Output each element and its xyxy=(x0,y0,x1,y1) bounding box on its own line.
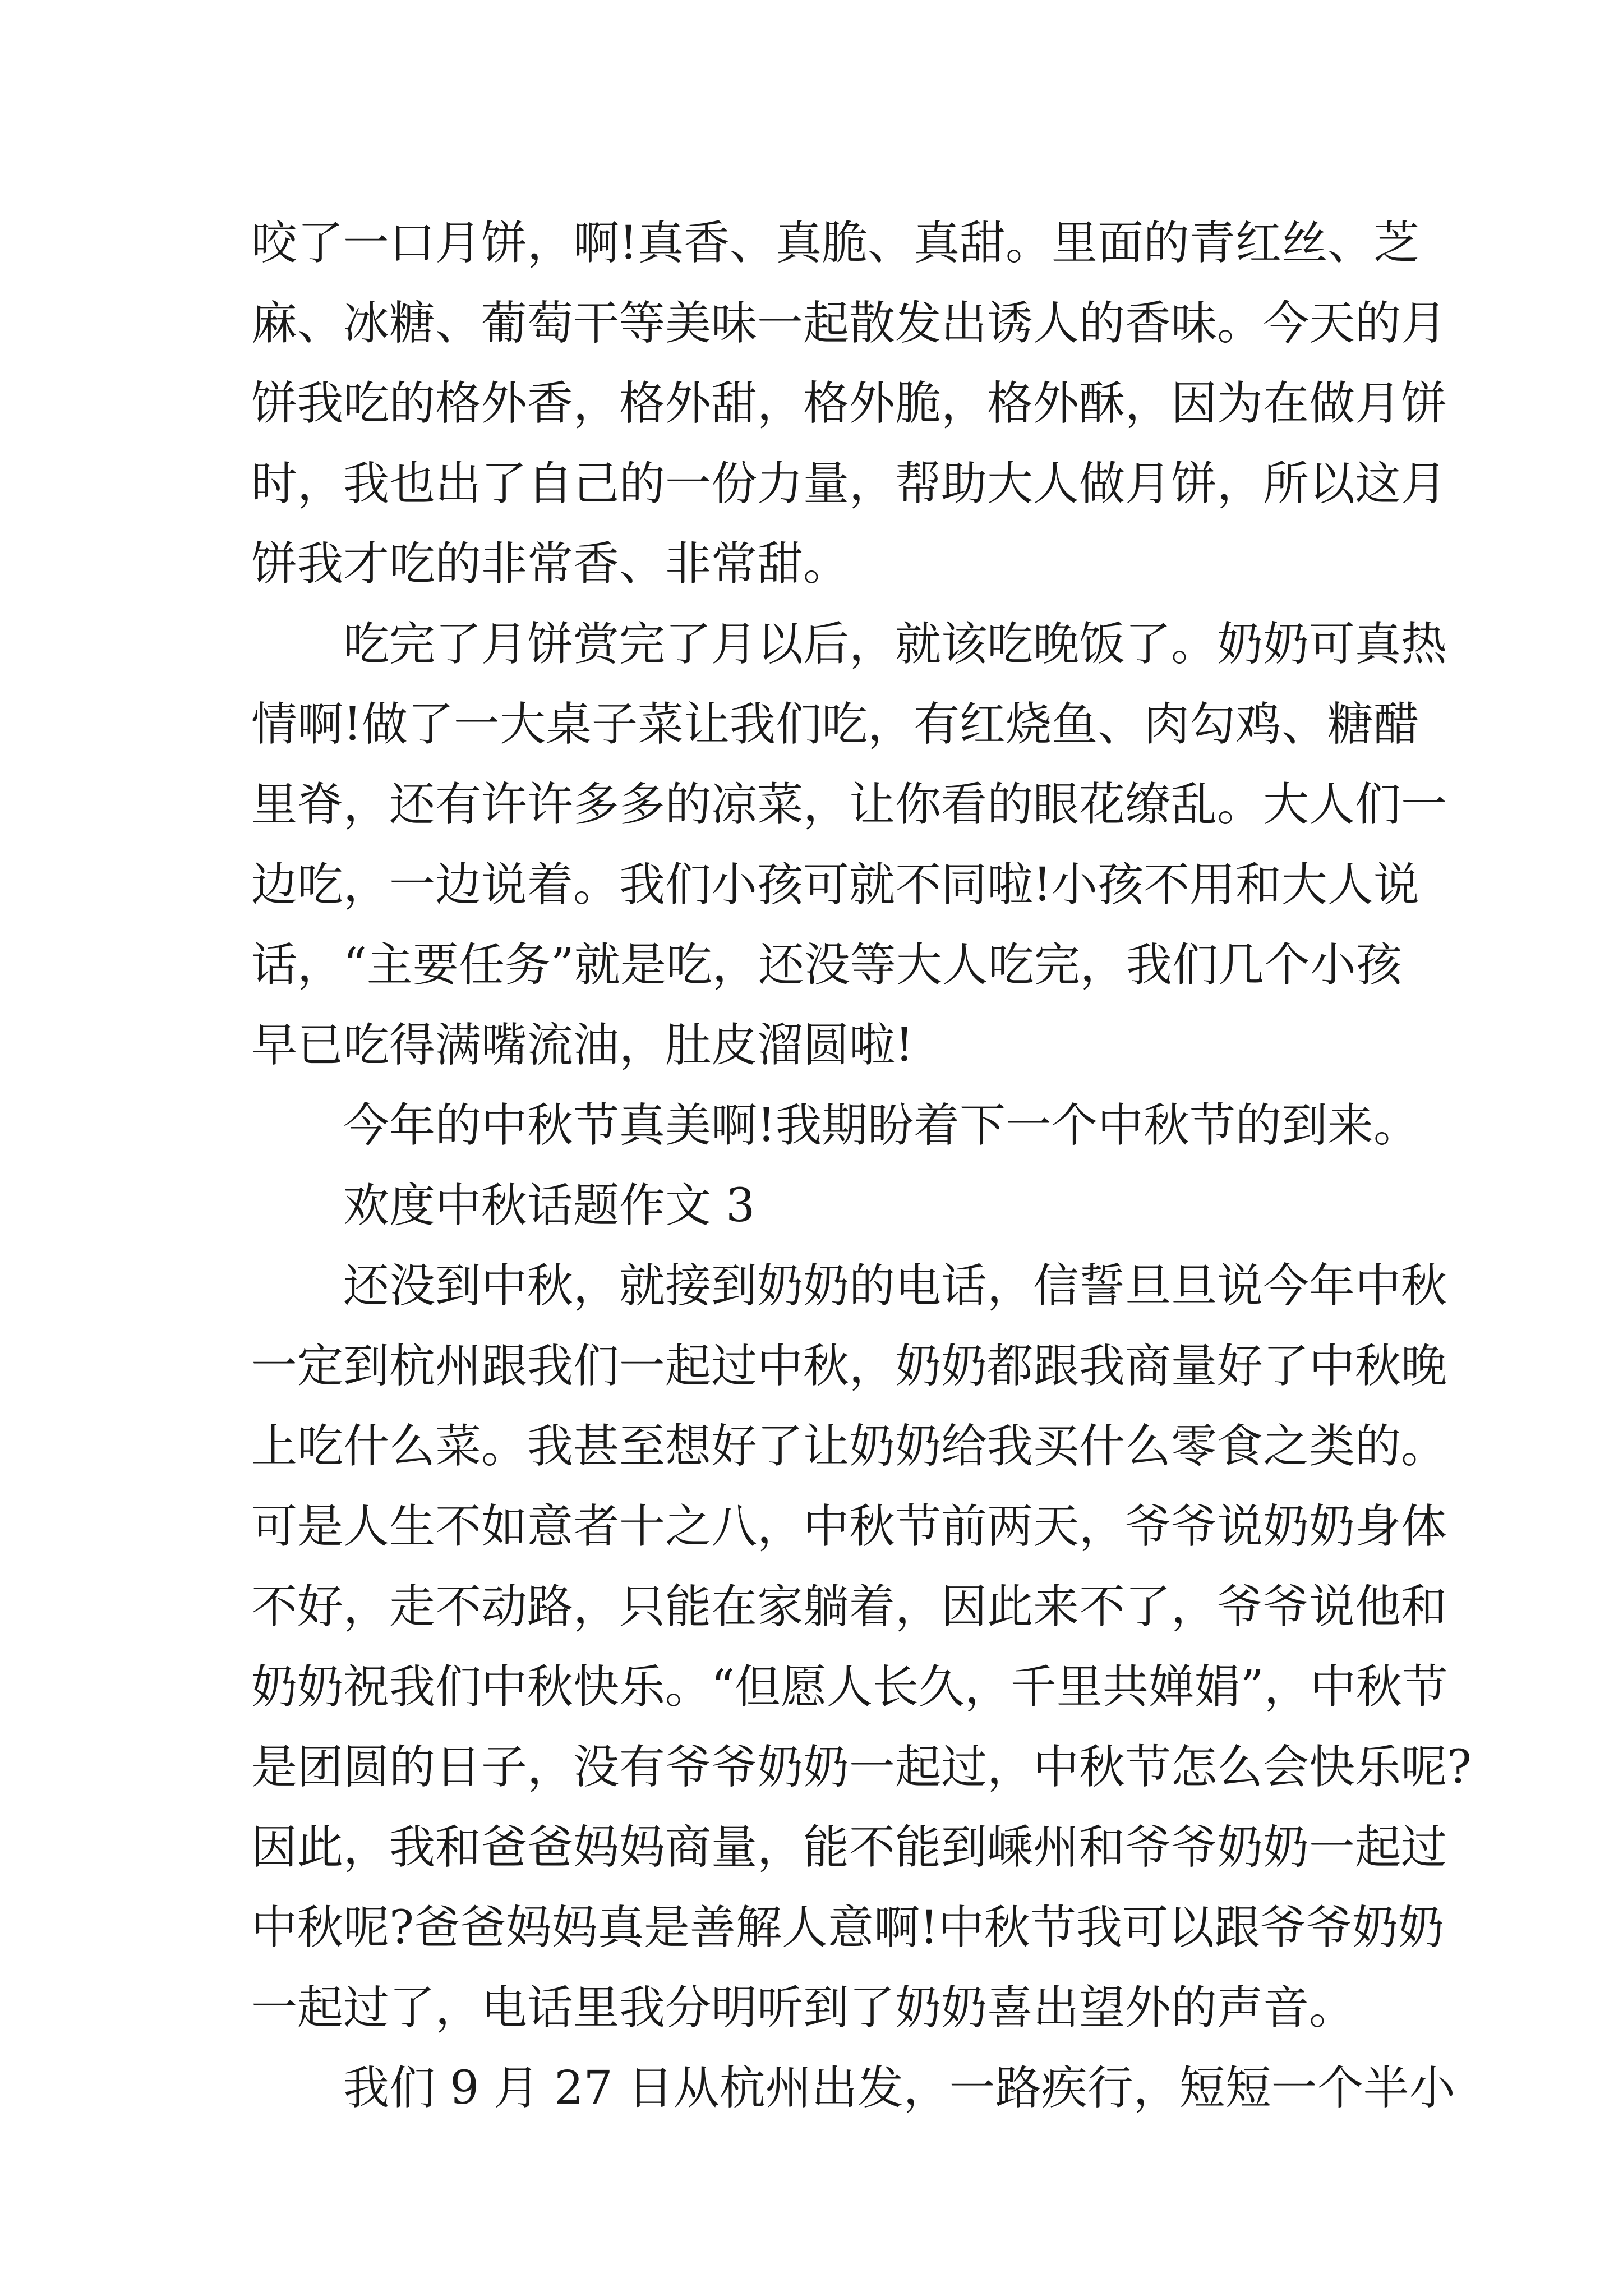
paragraph-start-line: 我们 9 月 27 日从杭州出发，一路疾行，短短一个半小 xyxy=(343,2062,1455,2115)
text-line: 饼我才吃的非常香、非常甜。 xyxy=(251,537,850,591)
text-line: 一定到杭州跟我们一起过中秋，奶奶都跟我商量好了中秋晚 xyxy=(251,1340,1447,1393)
paragraph-start-line: 吃完了月饼赏完了月以后，就该吃晚饭了。奶奶可真热 xyxy=(343,618,1447,671)
text-line: 咬了一口月饼，啊!真香、真脆、真甜。里面的青红丝、芝 xyxy=(251,217,1419,270)
paragraph-start-line: 还没到中秋，就接到奶奶的电话，信誓旦旦说今年中秋 xyxy=(343,1259,1447,1313)
text-line: 不好，走不动路，只能在家躺着，因此来不了，爷爷说他和 xyxy=(251,1580,1447,1634)
text-line: 情啊!做了一大桌子菜让我们吃，有红烧鱼、肉勾鸡、糖醋 xyxy=(251,698,1419,751)
text-line: 饼我吃的格外香，格外甜，格外脆，格外酥，因为在做月饼 xyxy=(251,377,1447,430)
text-line: 因此，我和爸爸妈妈商量，能不能到嵊州和爷爷奶奶一起过 xyxy=(251,1821,1447,1874)
text-line: 麻、冰糖、葡萄干等美味一起散发出诱人的香味。今天的月 xyxy=(251,297,1447,350)
text-line: 边吃，一边说着。我们小孩可就不同啦!小孩不用和大人说 xyxy=(251,858,1419,912)
text-line: 一起过了，电话里我分明听到了奶奶喜出望外的声音。 xyxy=(251,1981,1355,2035)
text-line: 时，我也出了自己的一份力量，帮助大人做月饼，所以这月 xyxy=(251,457,1447,510)
text-line: 里脊，还有许许多多的凉菜，让你看的眼花缭乱。大人们一 xyxy=(251,778,1447,831)
section-heading: 欢度中秋话题作文 3 xyxy=(343,1179,755,1232)
text-line: 中秋呢?爸爸妈妈真是善解人意啊!中秋节我可以跟爷爷奶奶 xyxy=(251,1901,1444,1954)
essay-body xyxy=(251,203,1472,2128)
text-line: 上吃什么菜。我甚至想好了让奶奶给我买什么零食之类的。 xyxy=(251,1420,1447,1473)
paragraph-start-line: 今年的中秋节真美啊!我期盼着下一个中秋节的到来。 xyxy=(343,1099,1419,1152)
text-line: 可是人生不如意者十之八，中秋节前两天，爷爷说奶奶身体 xyxy=(251,1500,1447,1553)
text-line: 早已吃得满嘴流油，肚皮溜圆啦! xyxy=(251,1019,914,1072)
text-line: 奶奶祝我们中秋快乐。“但愿人长久，千里共婵娟”，中秋节 xyxy=(251,1660,1448,1714)
text-line: 话，“主要任务”就是吃，还没等大人吃完，我们几个小孩 xyxy=(251,938,1402,992)
text-line: 是团圆的日子，没有爷爷奶奶一起过，中秋节怎么会快乐呢? xyxy=(251,1741,1472,1794)
